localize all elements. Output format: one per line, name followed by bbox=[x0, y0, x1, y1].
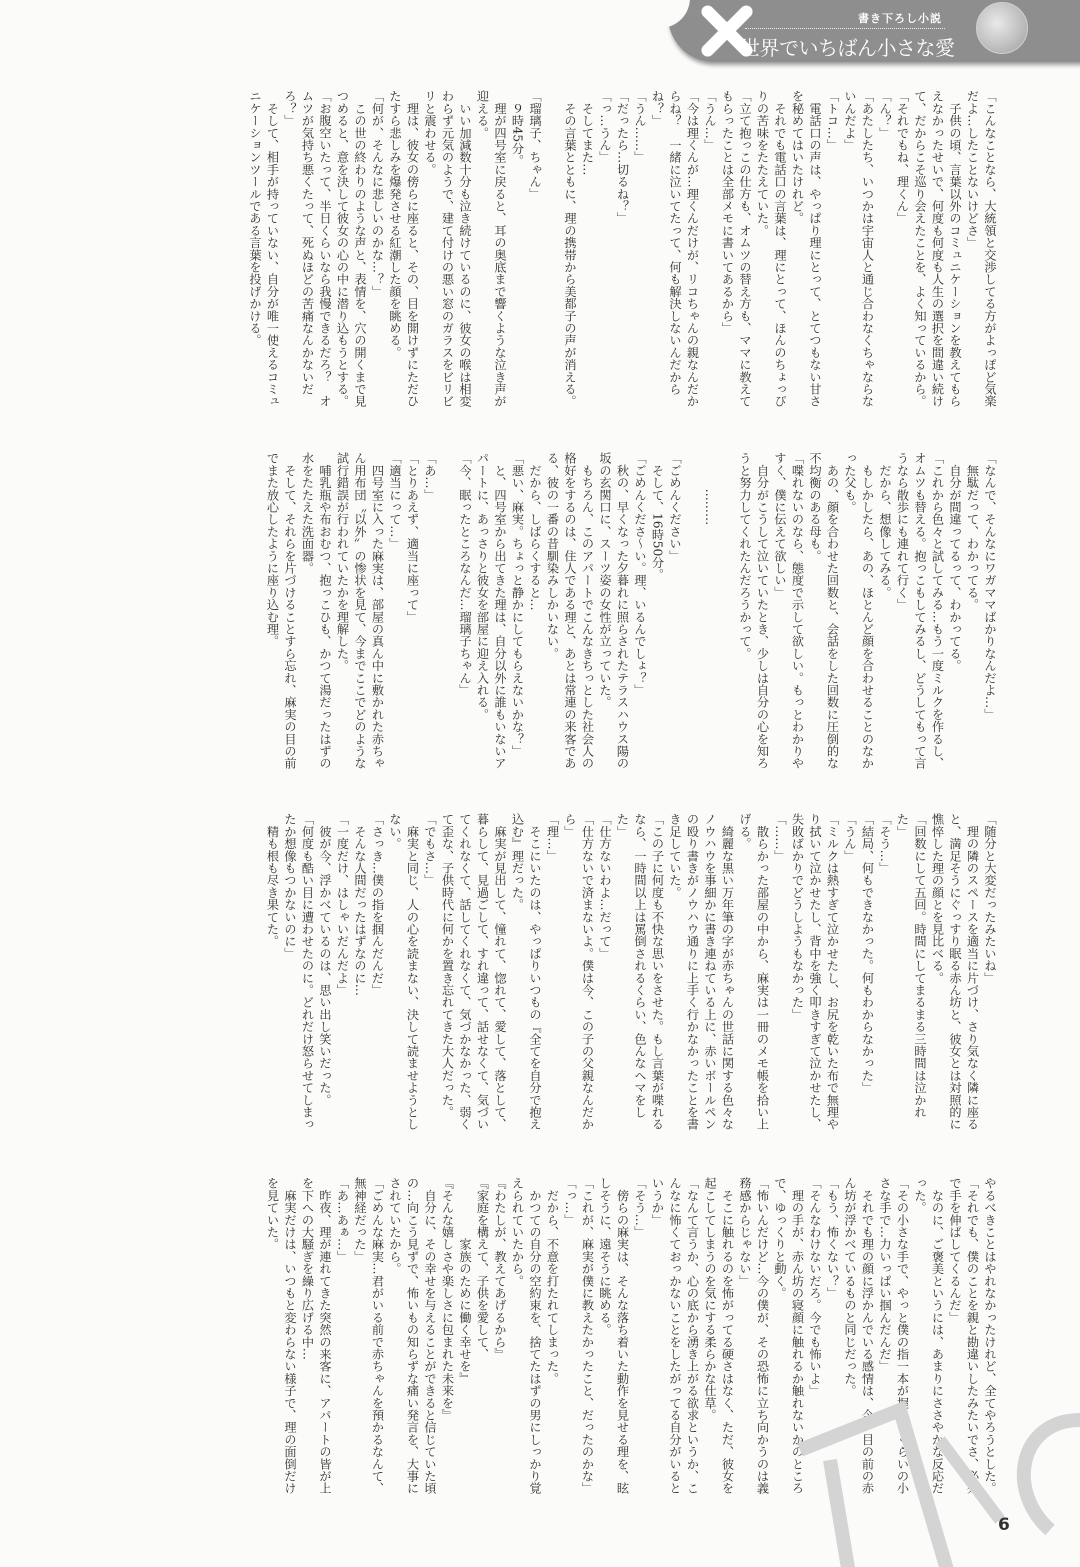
paragraph: 無駄だって、わかってる。 bbox=[965, 452, 980, 611]
paragraph: 「理…」 bbox=[545, 813, 560, 862]
paragraph: 「なんて言うか、心の底から湧き上がる欲求というか、こんなに怖くておっかないことをしたがってる自分がいるというか」 bbox=[650, 1177, 700, 1495]
paragraph: 「怖いんだけど…今の僕が、その恐怖に立ち向かうのは義務感からじゃない」 bbox=[738, 1177, 770, 1495]
paragraph: 「だったら…切るね？」 bbox=[615, 90, 630, 225]
page-number: 6 bbox=[998, 1515, 1010, 1535]
story-title: 世界でいちばん小さな愛 bbox=[740, 36, 955, 60]
paragraph: 麻実と同じ、人の心を読まない、決して読ませようとしない。 bbox=[388, 813, 420, 1131]
paragraph: 「仕方ないで済まないよ。僕は今、この子の父親なんだから」 bbox=[563, 813, 595, 1131]
paragraph: 「悪い、麻実。ちょっと静かにしてもらえないかな？」 bbox=[510, 452, 525, 757]
paragraph: 「それでも、僕のことを親と勘違いしたみたいでさ、必死で手を伸ばしてくるんだ」 bbox=[948, 1177, 980, 1495]
paragraph: 「結局、何もできなかった。何もわからなかった」 bbox=[860, 813, 875, 1094]
paragraph: 昨夜、理が連れてきた突然の来客に、アパートの皆が上を下への大騒ぎを繰り広げる中… bbox=[300, 1177, 332, 1495]
paragraph: 「こんなことなら、大統領と交渉してる方がよっぽど気楽だよ…したことないけどさ」 bbox=[965, 90, 997, 408]
paragraph: 「うん……」 bbox=[633, 90, 647, 164]
section-break bbox=[543, 90, 561, 408]
section-break bbox=[683, 452, 701, 770]
paragraph: 「もう、怖くない？」 bbox=[825, 1177, 840, 1299]
paragraph: 「これから色々と試してみる…もう一度ミルクを作るし、オムツも替える。抱っこもしてみるし、どうしてもって言うなら散歩にも連れて行く」 bbox=[895, 452, 945, 770]
paragraph: そこに触れるのを怖がってる硬さはなく、ただ、彼女を起こしてしまうのを気にする柔らかな仕草。 bbox=[703, 1177, 735, 1495]
paragraph: と、四号室から出てきた理は、自分以外に誰もいないアパートに、あっさりと彼女を部屋に迎え入れる。 bbox=[475, 452, 507, 770]
text-tier-1 bbox=[83, 90, 998, 408]
paragraph: 麻実だけは、いつもと変わらない様子で、理の面倒だけを見ていた。 bbox=[265, 1177, 297, 1495]
paragraph: 「喋れないのなら、態度で示して欲しい。もっとわかりやすく、僕に伝えて欲しい」 bbox=[773, 452, 805, 770]
paragraph: 「仕方ないわよ…だって」 bbox=[598, 813, 612, 960]
paragraph: 「この子に何度も不快な思いをさせた。もし言葉が喋れるなら、一時間以上は罵倒されるくらい、色んなヘマをした」 bbox=[615, 813, 665, 1131]
paragraph: そして、16時50分。 bbox=[650, 452, 665, 581]
paragraph: 『そんな嬉しさや楽しさに包まれた未来を』 bbox=[440, 1177, 455, 1421]
paragraph: 「これが、麻実が僕に教えたかったこと、だったのかな」 bbox=[580, 1177, 595, 1495]
paragraph: 『家庭を構えて、子供を愛して、 bbox=[475, 1177, 490, 1360]
paragraph: そして、それらを片づけることすら忘れ、麻実の目の前でまた放心したように座り込む理。 bbox=[265, 452, 297, 770]
character-illustration bbox=[976, 2, 1028, 54]
paragraph: 散らかった部屋の中から、麻実は一冊のメモ帳を拾い上げる。 bbox=[738, 813, 770, 1131]
paragraph: 理の手が、赤ん坊の寝顔に触れるか触れないかのところで、ゆっくりと動く。 bbox=[773, 1177, 805, 1495]
series-label: 書き下ろし小説 bbox=[858, 12, 942, 25]
paragraph: 「瑠璃子、ちゃん」 bbox=[528, 90, 542, 200]
paragraph: もちろん、このアパートでこんなきちっとした社会人の格好をするのは、住人である理と、あとは常連の来客である、彼の一番の昔馴染みしかいない。 bbox=[545, 452, 595, 770]
paragraph: 四号室に入った麻実は、部屋の真ん中に敷かれた赤ちゃん用布団〝以外〟の惨状を見て、今までここでどのような試行錯誤が行われていたかを理解した。 bbox=[335, 452, 385, 770]
paragraph: 理は、彼女の傍らに座ると、その、目を開けずにただひたすら悲しみを爆発させる紅潮した顔を眺める。 bbox=[388, 90, 420, 408]
paragraph: 「でもさ…」 bbox=[423, 813, 437, 887]
paragraph: 「立て抱っこの仕方も、オムツの替え方も、ママに教えてもらったことは全部メモに書いてあるから」 bbox=[720, 90, 752, 408]
paragraph: そんな人間だったはずなのに… bbox=[353, 813, 367, 996]
paragraph: 哺乳瓶や布おむつ、抱っこひも、かつて湯だったはずの水をたたえた洗面器。 bbox=[300, 452, 332, 770]
paragraph: 「ミルクは熱すぎて泣かせたし、お尻を乾いた布で無理やり拭いて泣かせたし、背中を強く叩きすぎて泣かせたし、失敗ばかりでどうしようもなかった」 bbox=[790, 813, 840, 1131]
paragraph: 「うん」 bbox=[843, 813, 857, 862]
paragraph: 「うん…」 bbox=[703, 90, 717, 151]
paragraph: 綺麗な黒い万年筆の字が赤ちゃんの世話に関する色々なノウハウを事細かに書き連ねている上に、赤いボールペンの殴り書きがノウハウ通りに上手く行かなかったことを書き足していた。 bbox=[668, 813, 735, 1131]
paragraph: 「ごめんな麻実…君がいる前で赤ちゃんを預かるなんて、無神経だった」 bbox=[353, 1177, 385, 1495]
paragraph: 「なんで、そんなにワガママばかりなんだよ…」 bbox=[983, 452, 997, 721]
paragraph: 「今、眠ったところなんだ…瑠璃子ちゃん」 bbox=[458, 452, 472, 696]
section-break bbox=[438, 452, 456, 770]
paragraph: 「何度も酷い目に遭わせたのに。どれだけ怒らせてしまったか想像もつかないのに」 bbox=[283, 813, 315, 1131]
paragraph: それでも理の顔に浮かんでいる感情は、今、目の前の赤ん坊が浮かべているものと同じだった。 bbox=[843, 1177, 875, 1495]
paragraph: その言葉とともに、理の携帯から美都子の声が消える。 bbox=[563, 90, 577, 408]
paragraph: だから、不意を打たれてしまった。 bbox=[545, 1177, 560, 1385]
paragraph: ……… bbox=[703, 452, 717, 526]
header-divider bbox=[745, 28, 945, 29]
paragraph: かつての自分の空約束を、捨てたはずの男にしっかり覚えられていたから。 bbox=[510, 1177, 542, 1495]
paragraph: そして、相手が持っていない、自分が唯一使えるコミュニケーションツールである言葉を投げかける。 bbox=[248, 90, 280, 408]
paragraph: 電話口の声は、やっぱり理にとって、とてつもない甘さを秘めてはいたけれど。 bbox=[790, 90, 822, 408]
paragraph: だから、しばらくすると… bbox=[528, 452, 542, 611]
paragraph: もしかしたら、あの、ほとんど顔を合わせることのなかった父も。 bbox=[843, 452, 875, 770]
paragraph: 「そう…」 bbox=[633, 1177, 647, 1238]
paragraph: 子供の頃、言葉以外のコミュニケーションを教えてもらえなかったせいで、何度も何度も人生の選択を間違い続けて、だからこそ巡り会えたことを、よく知っているから。 bbox=[913, 90, 962, 408]
paragraph: 傍らの麻実は、そんな落ち着いた動作を見せる理を、眩しそうに、遠そうに眺める。 bbox=[598, 1177, 630, 1495]
paragraph: 「ごめんくださ～い。理、いるんでしょ？」 bbox=[633, 452, 647, 696]
paragraph: 『わたしが、教えてあげるから』 bbox=[493, 1177, 507, 1360]
paragraph: 「あたしたち、いつかは宇宙人と通じ合わなくちゃならないんだよ」 bbox=[843, 90, 875, 408]
paragraph: そしてまた… bbox=[580, 90, 595, 176]
paragraph: 理の隣のスペースを適当に片づけ、さり気なく隣に座ると、満足そうにぐっすり眠る赤ん坊と、彼女とは対照的に憔悴した理の顔とを見比べる。 bbox=[930, 813, 980, 1131]
paragraph: 自分に、その幸せを与えることができると信じていた頃の…向こう見ずで、怖いもの知らずな痛い発言を、大事にされていたから。 bbox=[388, 1177, 437, 1495]
paragraph: 「さっき…僕の指を掴んだんだ」 bbox=[370, 813, 385, 996]
paragraph: だから、想像してみる。 bbox=[878, 452, 892, 599]
paragraph: そこにいたのは、やっぱりいつもの『全てを自分で抱え込む』理だった。 bbox=[510, 813, 542, 1131]
paragraph: 「そんなわけないだろ。今でも怖いよ」 bbox=[808, 1177, 822, 1397]
paragraph: 麻実が見出して、憧れて、惚れて、愛して、落として、暮らして、見過ごして、すれ違って、話せなくて、気づいてくれなくて、話してくれなくて、気づかなかった、弱くて歪な、子供時代に何かを置き忘れてきた大人だった。 bbox=[440, 813, 507, 1131]
paragraph: 精も根も尽き果てた。 bbox=[265, 813, 280, 948]
paragraph: 「随分と大変だったみたいね」 bbox=[983, 813, 997, 984]
paragraph: 「一度だけ、はしゃいだんだよ」 bbox=[335, 813, 350, 996]
paragraph: 理が四号室に戻ると、耳の奥底まで響くような泣き声が迎える。 bbox=[475, 90, 507, 408]
paragraph: 「っ…うん」 bbox=[598, 90, 612, 164]
decorative-watermark bbox=[790, 1380, 1080, 1567]
paragraph: いい加減数十分も泣き続けているのに、彼女の喉は相変わらず元気のようで、建て付けの悪い窓のガラスをビリビリと震わせる。 bbox=[423, 90, 472, 408]
paragraph: 「トコ…」 bbox=[825, 90, 840, 151]
text-tier-3 bbox=[83, 813, 998, 1131]
paragraph: 「あ…あぁ…」 bbox=[335, 1177, 350, 1263]
paragraph: 「そう…」 bbox=[878, 813, 892, 874]
paragraph: 「ん？」 bbox=[878, 90, 892, 139]
paragraph: 「その小さな手で、やっと僕の指一本が握れるくらいの小さな手で…力いっぱい掴んだんだ」 bbox=[878, 1177, 910, 1495]
paragraph: 「ごめんください」 bbox=[668, 452, 682, 562]
paragraph: 「お腹空いたって、半日くらいなら我慢できるだろ？ オムツが気持ち悪くたって、死ぬほどの苦痛なんかないだろ？」 bbox=[283, 90, 332, 408]
paragraph: この世の終わりのような声と、表情を、穴の開くまで見つめると、意を決して彼女の心の中に潜り込もうとする。 bbox=[335, 90, 367, 408]
paragraph: 「あ…」 bbox=[423, 452, 437, 501]
paragraph: 「……」 bbox=[773, 813, 787, 862]
paragraph: なのに、ご褒美というには、あまりにささやかな反応だった。 bbox=[913, 1177, 945, 1495]
paragraph: 「っ…」 bbox=[563, 1177, 577, 1226]
paragraph: 「適当にって…」 bbox=[388, 452, 402, 550]
paragraph: やるべきことはやれなかったけれど、全てやろうとした。 bbox=[983, 1177, 997, 1495]
paragraph: それでも電話口の言葉は、理にとって、ほんのちょっぴりの苦味をたたえていた。 bbox=[755, 90, 787, 408]
paragraph: あの、顔を合わせた回数と、会話をした回数に圧倒的な不均衡のある母も。 bbox=[808, 452, 840, 770]
paragraph: 家族のために働く幸せを』 bbox=[458, 1177, 472, 1385]
paragraph: 自分が間違ってるって、わかってる。 bbox=[948, 452, 962, 672]
paragraph: 「今は理くんが…理くんだけが、リコちゃんの親なんだからね？ 一緒に泣いてたって、何も解決しないんだからね？」 bbox=[650, 90, 700, 408]
text-tier-2 bbox=[83, 452, 998, 770]
paragraph: 「回数にして五回。時間にしてまるまる三時間は泣かれた」 bbox=[895, 813, 927, 1118]
paragraph: 彼が今、浮かべているのは、思い出し笑いだった。 bbox=[318, 813, 332, 1106]
paragraph: ９時45分。 bbox=[510, 90, 525, 167]
paragraph: 「とりあえず、適当に座って」 bbox=[405, 452, 420, 623]
paragraph: 秋の、早くなった夕暮れに照らされたテラスハウス陽の坂の玄関口に、スーツ姿の女性が立っていた。 bbox=[598, 452, 630, 770]
paragraph: 「それでもね、理くん」 bbox=[895, 90, 910, 225]
paragraph: 「何が、そんなに悲しいのかな…？」 bbox=[370, 90, 385, 298]
section-break bbox=[718, 452, 736, 770]
paragraph: 自分がこうして泣いていたとき、少しは自分の心を知ろうと努力してくれたんだろうかって。 bbox=[738, 452, 770, 770]
